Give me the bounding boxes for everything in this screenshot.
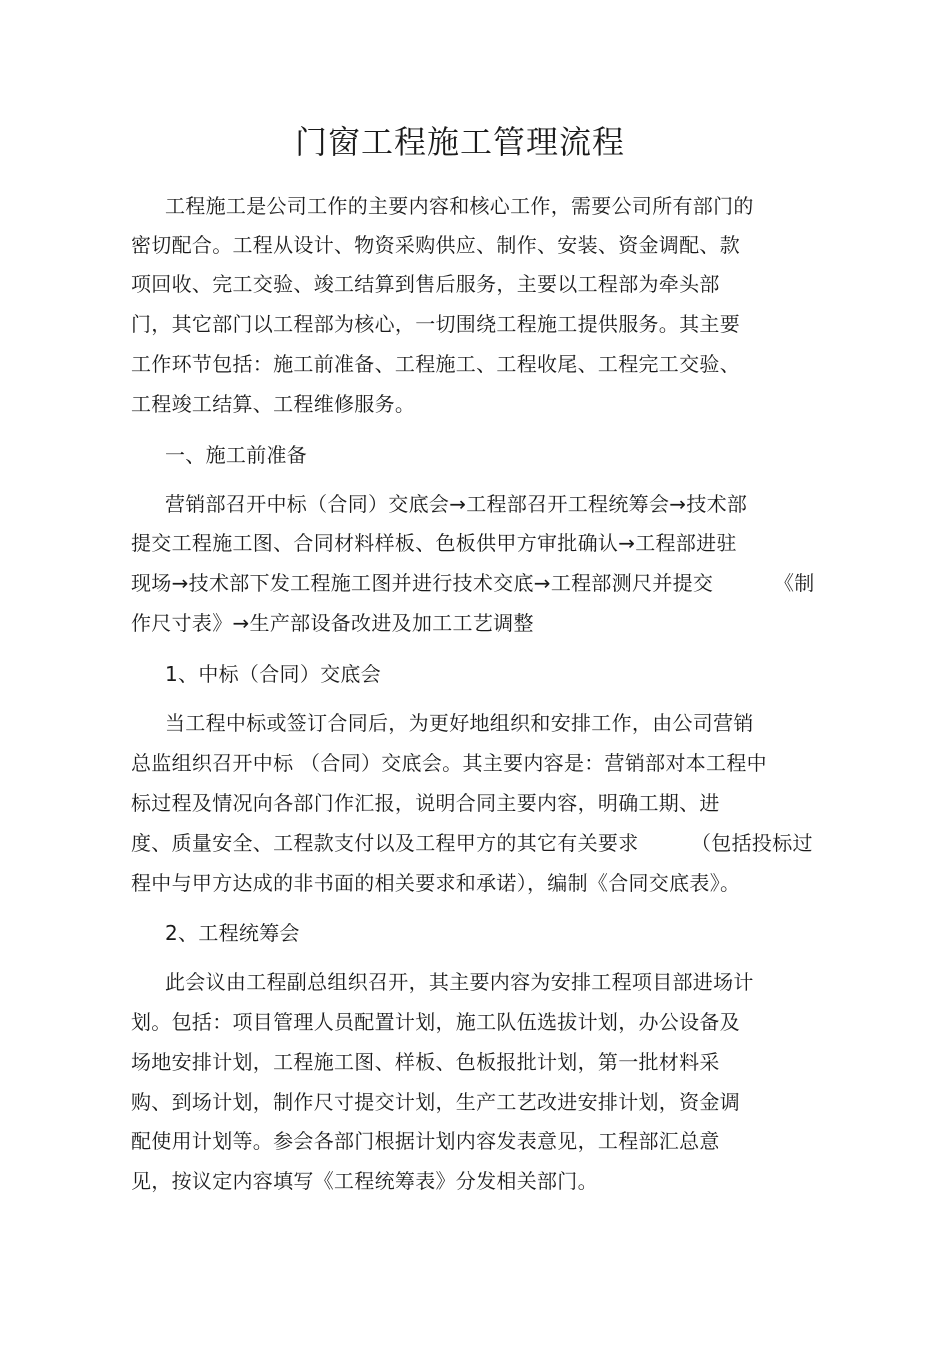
paragraph-line: 划。包括：项目管理人员配置计划，施工队伍选拔计划，办公设备及 (131, 1010, 740, 1034)
paragraph-line: 购、到场计划，制作尺寸提交计划，生产工艺改进安排计划，资金调 (131, 1090, 740, 1114)
intro-line: 工作环节包括：施工前准备、工程施工、工程收尾、工程完工交验、 (131, 352, 740, 376)
subsection-heading: 1、中标（合同）交底会 (165, 662, 382, 686)
paragraph-line: 总监组织召开中标 （合同）交底会。其主要内容是：营销部对本工程中 (131, 751, 767, 775)
paragraph-line: 配使用计划等。参会各部门根据计划内容发表意见，工程部汇总意 (131, 1129, 720, 1153)
page-title: 门窗工程施工管理流程 (294, 123, 625, 161)
paragraph-line: 场地安排计划，工程施工图、样板、色板报批计划，第一批材料采 (131, 1050, 720, 1074)
paragraph-line: 此会议由工程副总组织召开，其主要内容为安排工程项目部进场计 (165, 970, 754, 994)
intro-line: 密切配合。工程从设计、物资采购供应、制作、安装、资金调配、款 (131, 233, 740, 257)
intro-line: 项回收、完工交验、竣工结算到售后服务，主要以工程部为牵头部 (131, 272, 720, 296)
flow-line: 现场→技术部下发工程施工图并进行技术交底→工程部测尺并提交 (131, 571, 714, 595)
intro-line: 工程施工是公司工作的主要内容和核心工作，需要公司所有部门的 (165, 194, 754, 218)
flow-line: 《制 (774, 571, 815, 595)
paragraph-line: 标过程及情况向各部门作汇报，说明合同主要内容，明确工期、进 (131, 791, 720, 815)
paragraph-line: 当工程中标或签订合同后，为更好地组织和安排工作，由公司营销 (165, 711, 754, 735)
paragraph-line: （包括投标过 (691, 831, 813, 855)
flow-line: 营销部召开中标（合同）交底会→工程部召开工程统筹会→技术部 (165, 492, 748, 516)
intro-line: 工程竣工结算、工程维修服务。 (131, 392, 416, 416)
section-heading: 一、施工前准备 (165, 443, 308, 467)
paragraph-line: 见，按议定内容填写《工程统筹表》分发相关部门。 (131, 1169, 598, 1193)
subsection-heading: 2、工程统筹会 (165, 921, 300, 945)
flow-line: 提交工程施工图、合同材料样板、色板供甲方审批确认→工程部进驻 (131, 531, 737, 555)
paragraph-line: 程中与甲方达成的非书面的相关要求和承诺），编制《合同交底表》。 (131, 871, 741, 895)
intro-line: 门，其它部门以工程部为核心，一切围绕工程施工提供服务。其主要 (131, 312, 740, 336)
flow-line: 作尺寸表》→生产部设备改进及加工工艺调整 (131, 611, 534, 635)
paragraph-line: 度、质量安全、工程款支付以及工程甲方的其它有关要求 (131, 831, 639, 855)
